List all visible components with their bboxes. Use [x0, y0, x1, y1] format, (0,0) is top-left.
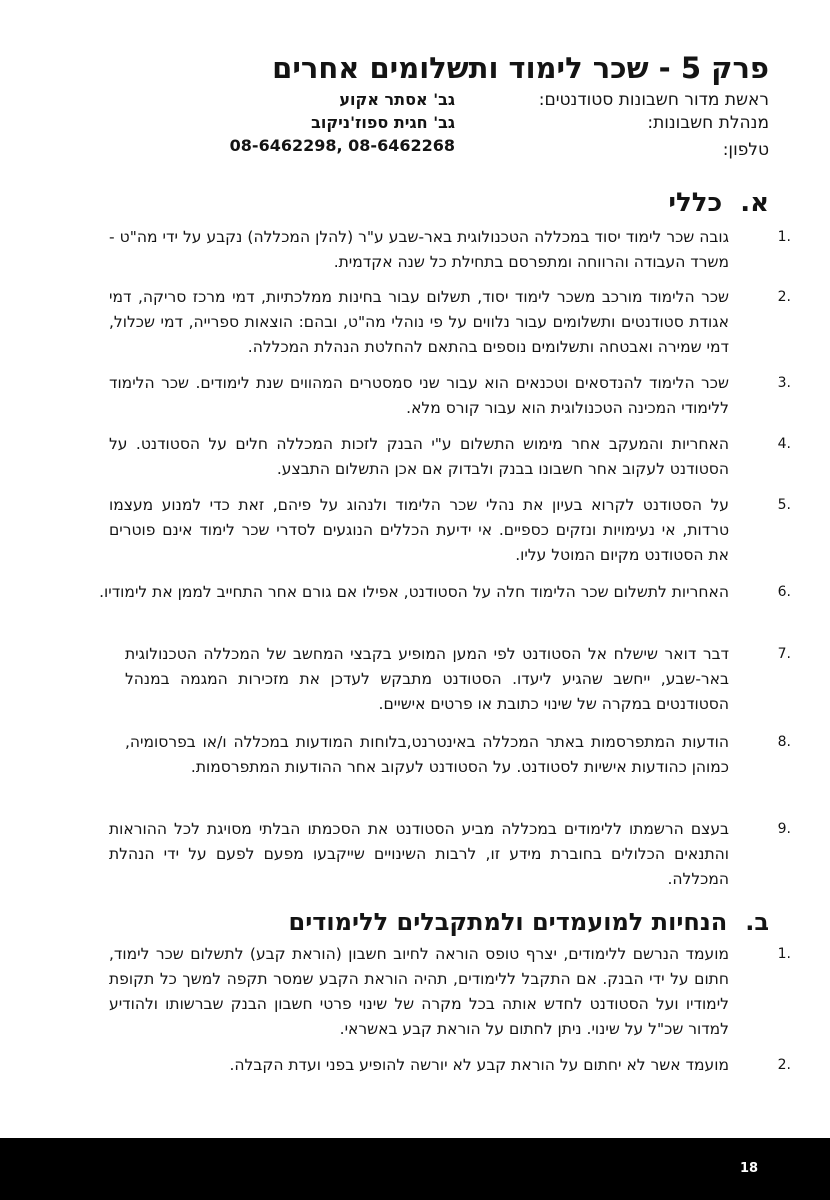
section-title: הנחיות למועמדים ולמתקבלים ללימודים — [288, 908, 728, 936]
contact-row-phone — [0, 133, 830, 159]
contact-label: ראשת מדור חשבונות סטודנטים: — [538, 90, 769, 110]
item-text: בעצם הרשמתו ללימודים במכללה מביע הסטודנט את הסכמתו הבלתי מסויגת לכל ההוראות והתנאים הכלולים בחוברת מידע זו, לרבות השינויים שייקבעו מפעם לפעם על ידי הנהלת המכללה. — [109, 820, 729, 888]
contact-label: מנהלת חשבונות: — [647, 113, 769, 133]
item-text: הודעות המתפרסמות באתר המכללה באינטרנט,בלוחות המודעות במכללה ו/או בפרסומיה, כמוהן כהודעות אישיות לסטודנט. על הסטודנט לעקוב אחר ההודעות המתפרסמות. — [125, 733, 729, 776]
list-item — [125, 730, 791, 780]
contact-value: גב' אסתר אקוע — [339, 90, 455, 109]
list-item — [109, 817, 791, 892]
list-item — [109, 1053, 791, 1078]
contact-label: טלפון: — [722, 140, 769, 160]
list-item — [109, 285, 791, 360]
item-number: .5 — [777, 497, 791, 513]
chapter-title: פרק 5 - שכר לימוד ותשלומים אחרים — [272, 51, 769, 85]
section-letter: א. — [740, 188, 769, 218]
list-item — [125, 642, 791, 717]
item-text: האחריות לתשלום שכר הלימוד חלה על הסטודנט, אפילו אם גורם אחר התחייב לממן את לימודיו. — [99, 583, 729, 601]
item-number: .1 — [777, 946, 791, 962]
footer-bar — [0, 1138, 830, 1200]
section-heading-candidates — [289, 905, 769, 939]
list-item — [109, 493, 791, 568]
list-item — [109, 432, 791, 482]
list-item — [109, 371, 791, 421]
page-number: 18 — [740, 1161, 759, 1176]
contact-value: 08-6462268 ,08-6462298 — [229, 136, 455, 155]
list-item — [99, 580, 791, 605]
list-item — [109, 225, 791, 275]
section-heading-general — [668, 186, 769, 220]
contact-value: גב' חגית ספוז'ניקוב — [311, 113, 455, 132]
item-text: גובה שכר לימוד יסוד במכללה הטכנולוגית באר-שבע ע"ר (להלן המכללה) נקבע על ידי מה"ט - משרד העבודה והרווחה ומתפרסם בתחילת כל שנה אקדמית. — [109, 228, 729, 271]
item-text: שכר הלימוד מורכב משכר לימוד יסוד, תשלום עבור בחינות ממלכתיות, דמי מרכז סריקה, דמי אגודת סטודנטים ותשלומים עבור נלווים על פי נוהלי מה"ט, ובהם: הוצאות ספרייה, דמי שכלול, דמי שמירה ואבטחה ותשלומים נוספים בהתאם להחלטת הנהלת המכללה. — [109, 288, 729, 356]
item-number: .4 — [777, 436, 791, 452]
item-text: מועמד אשר לא יחתום על הוראת קבע לא יורשה להופיע בפני ועדת הקבלה. — [229, 1056, 729, 1074]
item-text: דבר דואר שישלח אל הסטודנט לפי המען המופיע בקבצי המחשב של המכללה הטכנולוגית באר-שבע, ייחשב שהגיע ליעדו. הסטודנט מתבקש לעדכן את מזכירות המגמה במנהל הסטודנטים במקרה של שינוי כתובת או פרטים אישיים. — [125, 645, 729, 713]
item-number: .1 — [777, 229, 791, 245]
item-number: .2 — [777, 1057, 791, 1073]
item-number: .7 — [777, 646, 791, 662]
item-text: שכר הלימוד להנדסאים וטכנאים הוא עבור שני סמסטרים המהווים שנת לימודים. שכר הלימוד ללימודי המכינה הטכנולוגית הוא עבור קורס מלא. — [109, 374, 729, 417]
item-number: .8 — [777, 734, 791, 750]
item-text: מועמד הנרשם ללימודים, יצרף טופס הוראה לחיוב חשבון (הוראת קבע) לתשלום שכר לימוד, חתום על ידי הבנק. אם התקבל ללימודים, תהיה הוראת הקבע שמסר תקפה למשך כל תקופת לימודיו ועל הסטודנט לחדש אותה בכל מקרה של שינוי פרטי חשבון הבנק שברשותו ולהודיע למדור שכ"ל על שינוי. ניתן לחתום על הוראת קבע באשראי. — [109, 945, 729, 1038]
item-number: .3 — [777, 375, 791, 391]
item-number: .9 — [777, 821, 791, 837]
item-text: האחריות והמעקב אחר מימוש התשלום ע"י הבנק לזכות המכללה חלים על הסטודנט. על הסטודנט לעקוב אחר חשבונו בבנק ולבדוק אם אכן התשלום התבצע. — [109, 435, 729, 478]
item-number: .2 — [777, 289, 791, 305]
item-text: על הסטודנט לקרוא בעיון את נהלי שכר הלימוד ולנהוג על פיהם, זאת כדי למנוע מעצמו טרדות, אי נעימויות ונזקים כספיים. אי ידיעת הכללים הנוגעים לסדרי שכר לימוד אינם פוטרים את הסטודנט מקיום המוטל עליו. — [109, 496, 729, 564]
item-number: .6 — [777, 584, 791, 600]
list-item — [109, 942, 791, 1042]
section-title: כללי — [668, 188, 723, 218]
section-letter: ב. — [745, 908, 769, 936]
